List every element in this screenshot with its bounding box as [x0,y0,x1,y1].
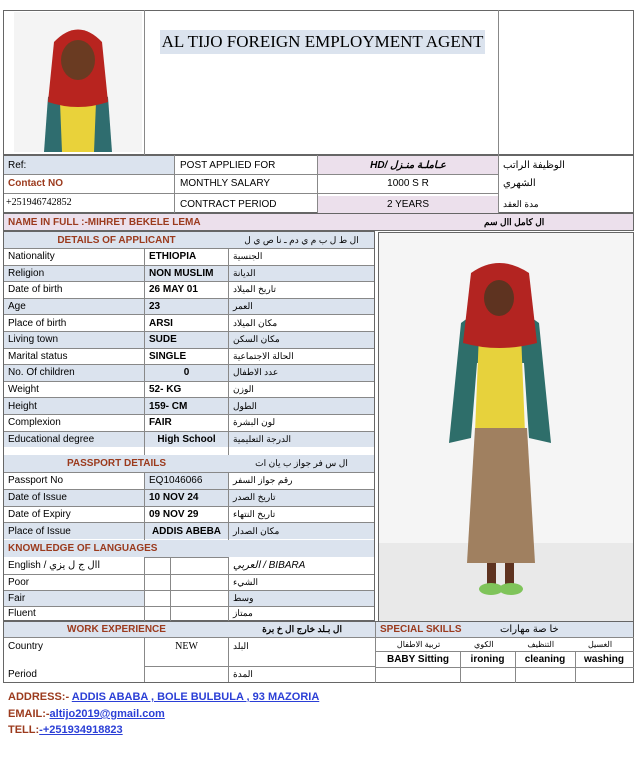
address-line [8,691,319,703]
passport-header-ar: ال س فر جواز ب يان ات [229,455,374,472]
post-label: POST APPLIED FOR [180,159,276,171]
applicant-photo-small [14,12,142,152]
arabic-label: BIBARA / العربي [233,560,306,571]
period-label-ar: المدة [233,668,253,679]
row-value: ETHIOPIA [149,251,197,263]
row-label: Fluent [8,608,36,620]
row-value: NON MUSLIM [145,266,228,282]
post-value: HD/ عـاملـة منـزل [318,156,498,174]
ref-label: Ref: [4,156,174,174]
tel-line [8,724,123,736]
row-label: Date of Expiry [8,508,71,520]
country-label: Country [8,640,44,652]
work-header-ar: ال بـلد خارج ال خ برة [229,622,375,637]
row-value: 52- KG [149,384,182,396]
row-label-ar: الطول [229,398,374,414]
row-label-ar: مكان الميلاد [233,317,278,328]
row-label-ar: تاريخ الصدر [229,490,374,506]
contract-label-ar: مدة العقد [503,199,539,209]
row-label-ar: مكان السكن [229,332,374,348]
salary-label-ar: الشهري [503,178,536,189]
full-name-label-ar: ال كامل اال سم [484,216,545,227]
row-value: 10 NOV 24 [145,490,228,506]
english-label: English / اال ج ل يزي [8,560,101,571]
tel-link[interactable]: -+251934918823 [39,724,123,736]
applicant-header-ar: ال ط ل ب م ي دم ـ نا ص ي ل [229,232,374,248]
email-link[interactable]: altijo2019@gmail.com [49,708,165,720]
row-value: SINGLE [149,350,187,362]
period-label: Period [8,668,37,680]
contract-label: CONTRACT PERIOD [180,199,277,210]
row-label-ar: العمر [229,299,374,315]
skill-ar-1: تربية الاطفال [396,640,441,649]
skill-ar-2: الكوي [474,640,494,649]
skill-ar-3: التنظيف [527,640,555,649]
row-label-ar: الديانة [229,266,374,282]
row-label-ar: تاريخ الميلاد [233,284,276,295]
applicant-photo-full [378,232,634,622]
row-label: Weight [8,384,39,396]
row-label: Date of birth [8,284,63,296]
row-label-ar: تاريخ النتهاء [233,508,276,519]
skill-ironing: ironing [470,654,505,665]
row-label: Religion [4,266,144,282]
row-value: 09 NOV 29 [149,508,199,520]
row-value: SUDE [145,332,228,348]
row-label: Educational degree [4,432,144,448]
row-label-ar: الشيء [233,576,259,587]
row-label: Place of Issue [4,523,144,539]
skills-ar-row [376,638,633,651]
row-value: 23 [145,299,228,315]
contract-value: 2 YEARS [318,196,498,213]
skill-cleaning: cleaning [524,654,566,665]
skill-baby-sitting: BABY Sitting [386,654,450,665]
salary-label: MONTHLY SALARY [180,178,271,189]
tel-label: TELL: [8,724,40,736]
row-value: FAIR [149,417,172,429]
row-label: Living town [4,332,144,348]
salary-value: 1000 S R [387,178,429,189]
row-label-ar: وسط [229,591,374,606]
row-label-ar: رقم جواز السفر [233,475,293,486]
email-label: EMAIL:- [8,708,50,720]
row-value: ARSI [149,317,173,329]
row-label: Height [4,398,144,414]
row-value: EQ1046066 [145,473,228,489]
contact-value: +251946742852 [6,197,72,208]
row-label-ar: لون البشرة [233,417,276,428]
row-value: 159- CM [145,398,228,414]
row-label: No. Of children [4,365,144,381]
row-label: Fair [4,591,144,606]
row-label-ar: مكان الصدار [229,523,374,539]
row-label: Date of Issue [4,490,144,506]
row-value: ADDIS ABEBA [145,523,228,539]
row-label: Marital status [8,350,68,362]
country-value: NEW [175,640,198,652]
work-header: WORK EXPERIENCE [4,622,229,637]
row-label-ar: الدرجة التعليمية [229,432,374,448]
post-label-ar: الوظيفة الراتب [503,159,565,171]
agency-title: AL TIJO FOREIGN EMPLOYMENT AGENT [160,30,485,54]
skills-header-ar: خا صة مهارات [496,622,633,637]
row-value: High School [145,432,228,448]
row-label-ar: الوزن [233,384,254,395]
country-label-ar: البلد [233,640,249,651]
row-value: 26 MAY 01 [149,284,198,296]
row-value: 0 [145,365,228,381]
address-label: ADDRESS:- [8,691,72,703]
languages-header: KNOWLEDGE OF LANGUAGES [4,540,374,557]
row-label: Passport No [8,475,64,487]
passport-header: PASSPORT DETAILS [4,455,229,472]
contact-label: Contact NO [8,178,63,189]
skills-header: SPECIAL SKILLS [376,622,496,637]
row-label: Nationality [8,251,55,263]
row-label: Place of birth [8,317,67,329]
row-label-ar: ممتاز [233,608,253,619]
row-label: Age [4,299,144,315]
email-line [8,708,165,720]
address-link[interactable]: ADDIS ABABA , BOLE BULBULA , 93 MAZORIA [71,691,320,703]
row-label: Complexion [8,417,61,429]
applicant-header: DETAILS OF APPLICANT [4,232,229,248]
skill-ar-4: الغسيل [587,640,613,649]
full-name: NAME IN FULL :-MIHRET BEKELE LEMA [8,216,201,228]
row-label-ar: عدد الاطفال [229,365,374,381]
row-label-ar: الجنسية [233,251,263,262]
row-label-ar: الحالة الاجتماعية [233,350,294,361]
skill-washing: washing [583,654,624,665]
row-label: Poor [8,576,30,588]
